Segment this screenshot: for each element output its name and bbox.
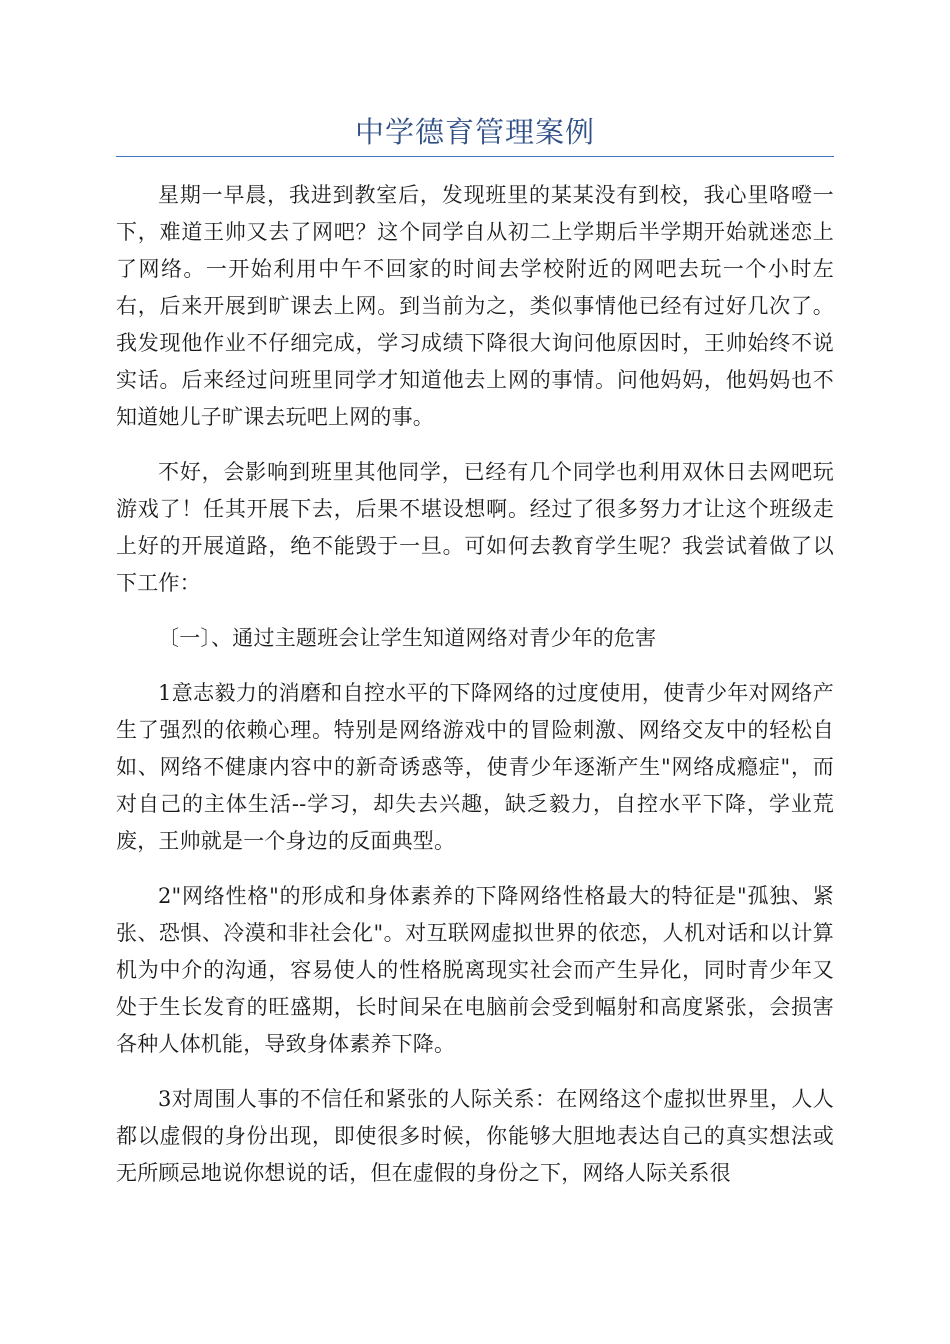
paragraph-1: 星期一早晨，我进到教室后，发现班里的某某没有到校，我心里咯噔一下，难道王帅又去了网吧？这个同学自从初二上学期后半学期开始就迷恋上了网络。一开始利用中午不回家的时间去学校附近的网吧去玩一个小时左右，后来开展到旷课去上网。到当前为之，类似事情他已经有过好几次了。我发现他作业不仔细完成，学习成绩下降很大询问他原因时，王帅始终不说实话。后来经过问班里同学才知道他去上网的事情。问他妈妈，他妈妈也不知道她儿子旷课去玩吧上网的事。 [116,183,834,429]
paragraph-point-2: 2"网络性格"的形成和身体素养的下降网络性格最大的特征是"孤独、紧张、恐惧、冷漠和非社会化"。对互联网虚拟世界的依恋，人机对话和以计算机为中介的沟通，容易使人的性格脱离现实社会而产生异化，同时青少年又处于生长发育的旺盛期，长时间呆在电脑前会受到幅射和高度紧张，会损害各种人体机能，导致身体素养下降。 [116,884,834,1056]
paragraph-point-1: 1意志毅力的消磨和自控水平的下降网络的过度使用，使青少年对网络产生了强烈的依赖心理。特别是网络游戏中的冒险刺激、网络交友中的轻松自如、网络不健康内容中的新奇诱惑等，使青少年逐渐产生"网络成瘾症"，而对自己的主体生活--学习，却失去兴趣，缺乏毅力，自控水平下降，学业荒废，王帅就是一个身边的反面典型。 [116,681,834,853]
document-page [116,0,834,1210]
section-heading-1: 〔一〕、通过主题班会让学生知道网络对青少年的危害 [158,626,657,650]
title-underline [116,156,834,157]
paragraph-2: 不好，会影响到班里其他同学，已经有几个同学也利用双休日去网吧玩游戏了！任其开展下去，后果不堪设想啊。经过了很多努力才让这个班级走上好的开展道路，绝不能毁于一旦。可如何去教育学生呢？我尝试着做了以下工作： [116,460,834,595]
document-title: 中学德育管理案例 [354,115,595,149]
document-body [116,177,834,1192]
paragraph-point-3: 3对周围人事的不信任和紧张的人际关系：在网络这个虚拟世界里，人人都以虚假的身份出现，即使很多时候，你能够大胆地表达自己的真实想法或无所顾忌地说你想说的话，但在虚假的身份之下，网络人际关系很 [116,1087,834,1185]
